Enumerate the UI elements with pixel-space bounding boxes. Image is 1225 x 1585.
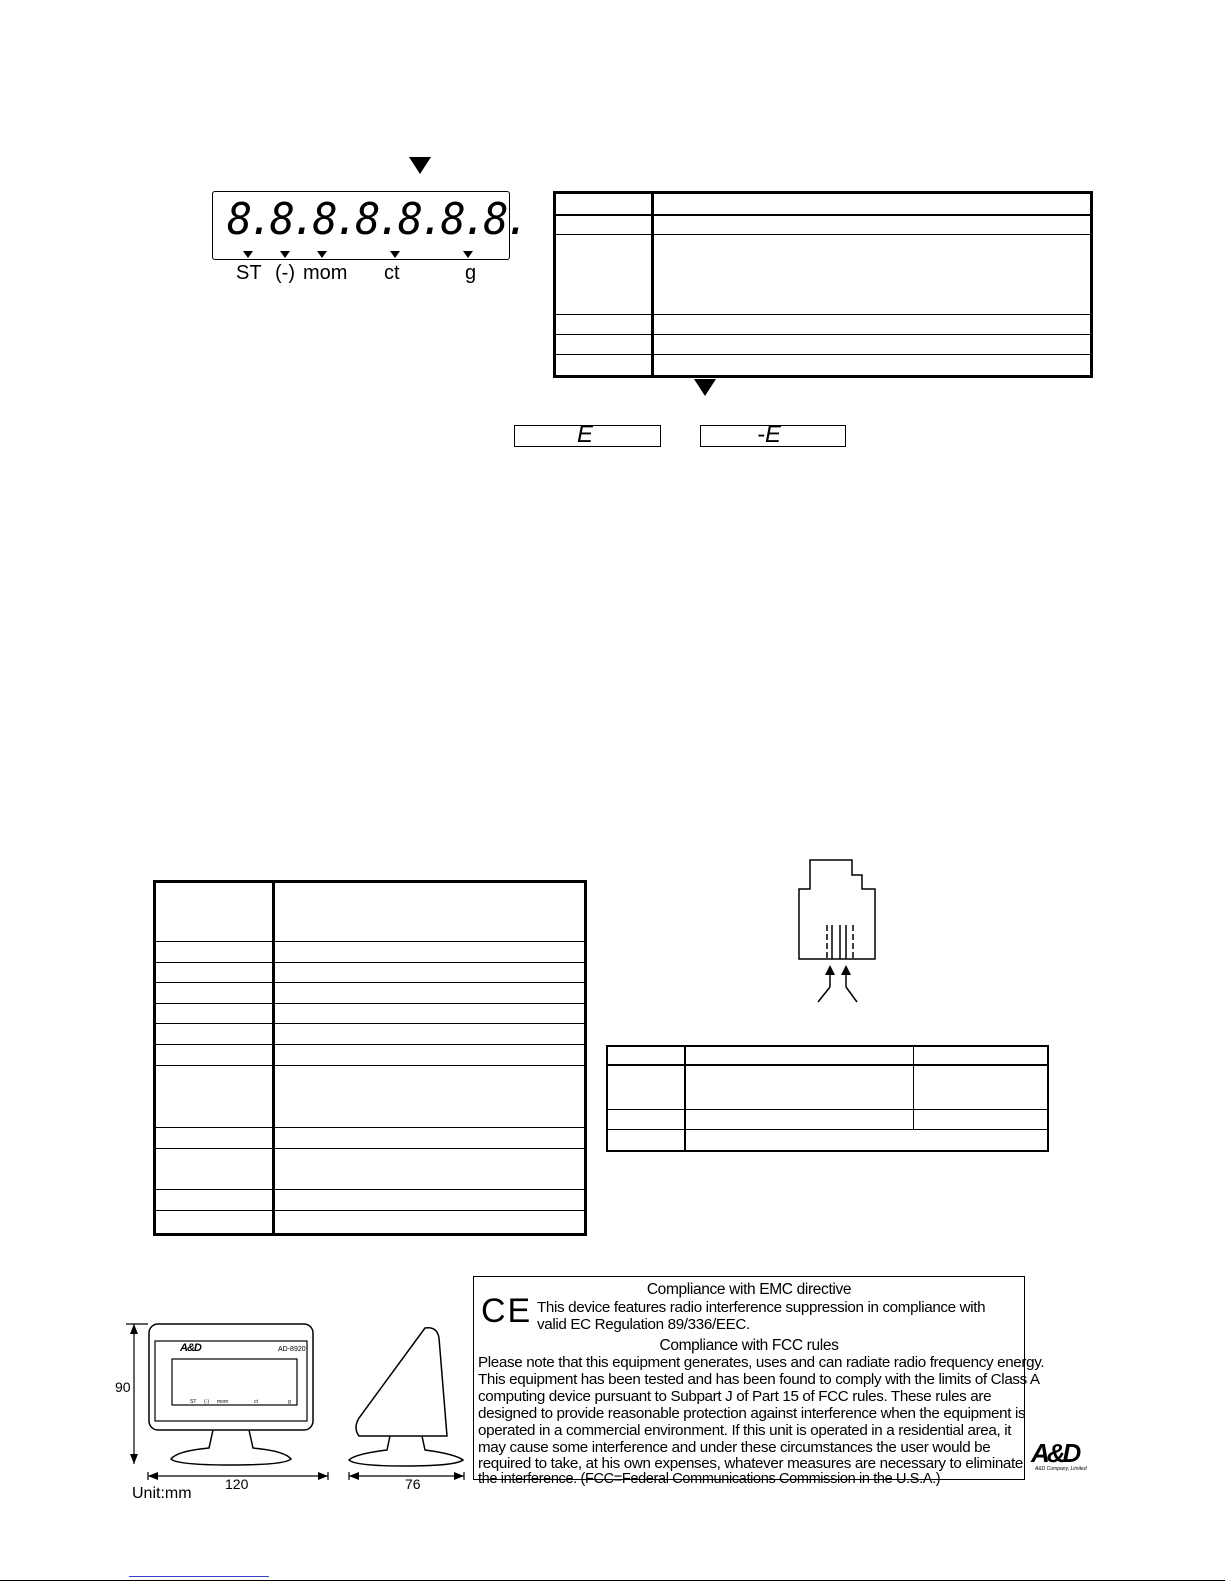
fcc-title: Compliance with FCC rules bbox=[659, 1337, 839, 1354]
display-panel bbox=[212, 191, 527, 260]
dimension-depth: 76 bbox=[405, 1476, 421, 1492]
modular-connector-diagram bbox=[790, 855, 890, 1007]
top-arrow-icon bbox=[409, 157, 431, 174]
front-model: AD-8920 bbox=[278, 1346, 306, 1353]
front-logo: A&D bbox=[180, 1342, 201, 1354]
error-display-positive: E bbox=[514, 425, 661, 447]
error-display-negative: -E bbox=[700, 425, 846, 447]
indicator-g: g bbox=[465, 262, 477, 284]
emc-text-line-1: This device features radio interference suppression in compliance with bbox=[537, 1299, 986, 1316]
footer-rule bbox=[0, 1580, 1225, 1581]
emc-title: Compliance with EMC directive bbox=[646, 1281, 852, 1298]
fcc-text-line-8: the interference. (FCC=Federal Communications Commission in the U.S.A.) bbox=[478, 1471, 941, 1487]
indicator-arrow-icon bbox=[463, 251, 473, 258]
fcc-text-line-4: designed to provide reasonable protection against interference when the equipment is bbox=[478, 1405, 1026, 1422]
emc-text-line-2: valid EC Regulation 89/336/EEC. bbox=[537, 1316, 750, 1333]
side-view-diagram bbox=[345, 1320, 475, 1490]
footer-link-underline[interactable] bbox=[129, 1576, 269, 1577]
front-indicator-st: ST bbox=[190, 1399, 197, 1405]
front-indicator-mom: mom bbox=[217, 1399, 229, 1405]
pin-table bbox=[606, 1045, 1049, 1152]
fcc-text-line-1: Please note that this equipment generates, uses and can radiate radio frequency energy. bbox=[478, 1354, 1045, 1371]
compliance-notice bbox=[473, 1276, 1045, 1487]
segment-digits: 8.8.8.8.8.8.8. bbox=[227, 194, 527, 245]
front-indicator-g: g bbox=[288, 1399, 291, 1405]
indicator-arrow-icon bbox=[280, 251, 290, 258]
ce-mark-icon: CE bbox=[481, 1292, 533, 1330]
specifications-table bbox=[153, 880, 587, 1236]
fcc-text-line-5: operated in a commercial environment. If this unit is operated in a residential area, it bbox=[478, 1422, 1012, 1439]
dimension-width: 120 bbox=[225, 1476, 249, 1492]
fcc-text-line-3: computing device pursuant to Subpart J of Part 15 of FCC rules. These rules are bbox=[478, 1388, 992, 1405]
front-indicator-minus: (-) bbox=[204, 1399, 209, 1405]
indicator-ct: ct bbox=[384, 262, 400, 284]
indicator-arrow-icon bbox=[243, 251, 253, 258]
fcc-text-line-7: required to take, at his own expenses, whatever measures are necessary to eliminate bbox=[478, 1455, 1023, 1472]
company-logo: A&D bbox=[1031, 1438, 1079, 1468]
display-table bbox=[553, 191, 1093, 378]
middle-arrow-icon bbox=[694, 379, 716, 396]
fcc-text-line-2: This equipment has been tested and has been found to comply with the limits of Class A bbox=[478, 1371, 1040, 1388]
indicator-arrow-icon bbox=[390, 251, 400, 258]
front-indicator-ct: ct bbox=[254, 1399, 258, 1405]
indicator-st: ST bbox=[236, 262, 262, 284]
unit-label: Unit:mm bbox=[132, 1485, 192, 1502]
company-name: A&D Company, Limited bbox=[1035, 1466, 1087, 1472]
indicator-arrow-icon bbox=[317, 251, 327, 258]
indicator-minus: (-) bbox=[275, 262, 295, 284]
indicator-mom: mom bbox=[303, 262, 348, 284]
dimension-height: 90 bbox=[115, 1379, 131, 1395]
fcc-text-line-6: may cause some interference and under these circumstances the user would be bbox=[478, 1439, 991, 1456]
